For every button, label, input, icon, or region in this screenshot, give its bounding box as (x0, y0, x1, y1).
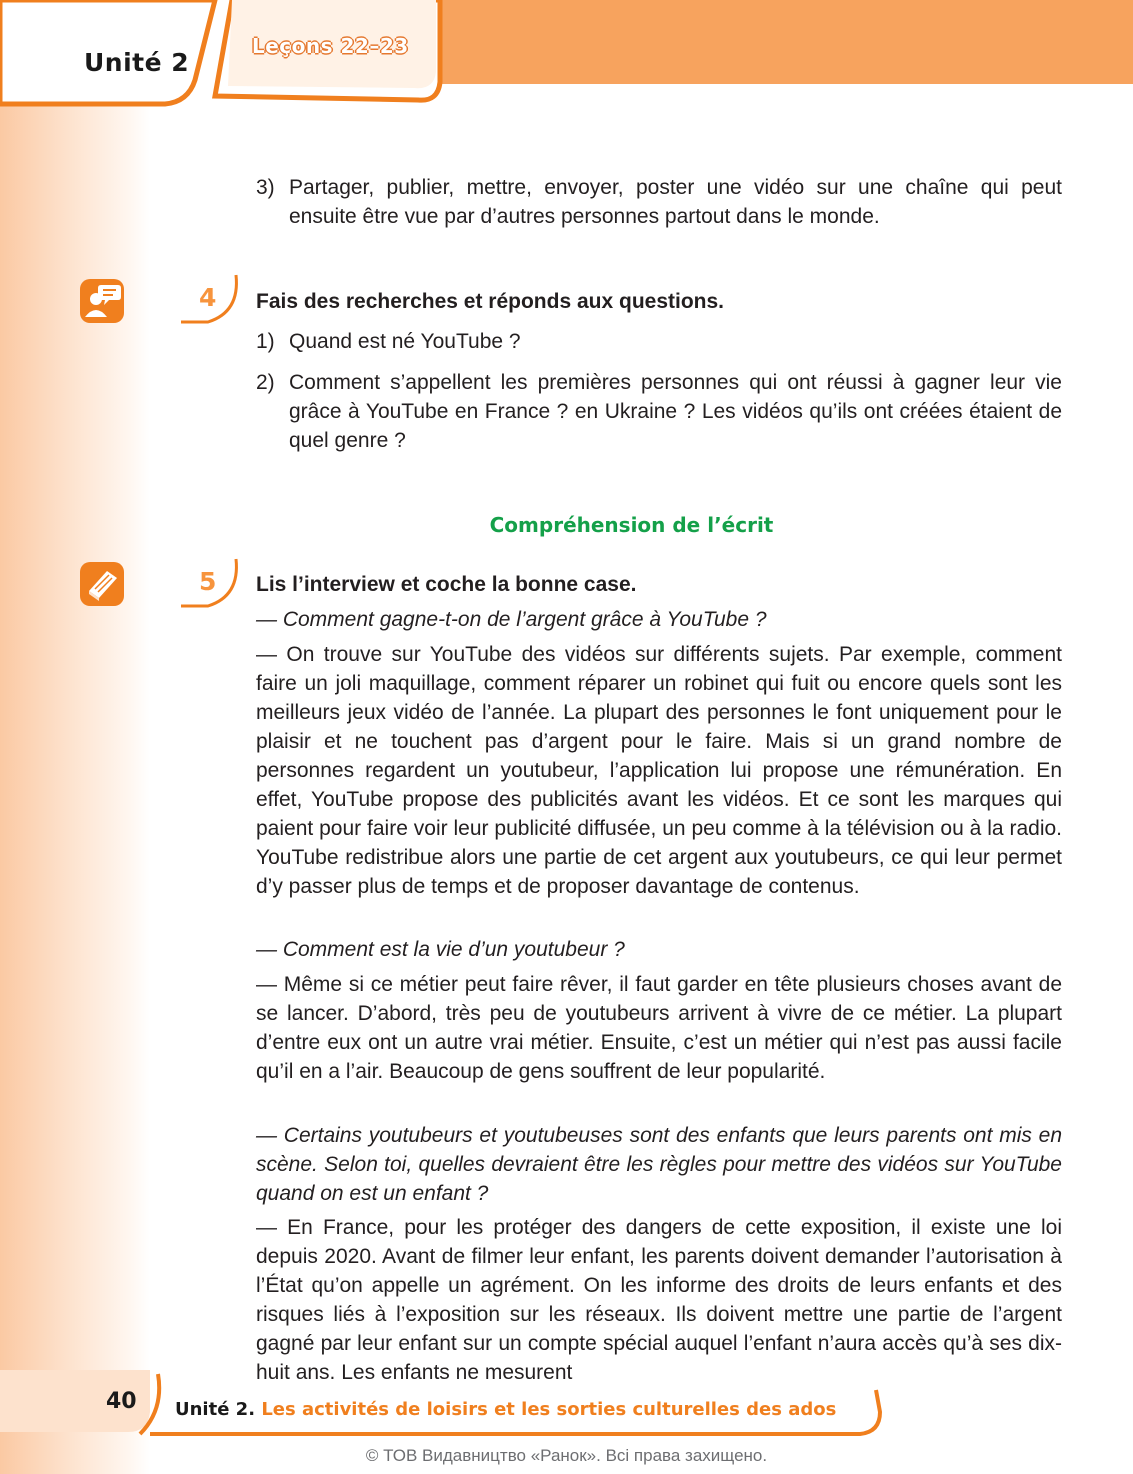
page-number: 40 (106, 1389, 137, 1414)
book-icon (79, 561, 125, 607)
section-title: Compréhension de l’écrit (489, 513, 774, 537)
left-gradient-band (0, 0, 150, 1474)
interview-question: — Comment est la vie d’un youtubeur ? (256, 938, 625, 961)
interview-question: — Certains youtubeurs et youtubeuses sont des enfants que leurs parents ont mis en scène. Selon toi, quelles devraient être les règles pour mettre des vidéos sur YouTube quand on est un enfant ? (256, 1124, 1062, 1205)
speech-person-icon (79, 278, 125, 324)
exercise-instruction: Fais des recherches et réponds aux questions. (256, 290, 724, 313)
exercise-number: 5 (199, 567, 217, 596)
unit-badge: Unité 2 (84, 48, 190, 77)
list-item: 2) Comment s’appellent les premières personnes qui ont réussi à gagner leur vie grâce à YouTube en France ? en Ukraine ? Les vidéos qu’ils ont créées étaient de quel genre ? (256, 371, 1062, 452)
list-item: 1) Quand est né YouTube ? (256, 330, 521, 353)
exercise-number: 4 (199, 283, 217, 312)
exercise-instruction: Lis l’interview et coche la bonne case. (256, 573, 637, 596)
footer-unit-title: Unité 2. Les activités de loisirs et les sorties culturelles des ados (175, 1399, 837, 1420)
top-orange-band (430, 0, 1133, 84)
list-item: 3) Partager, publier, mettre, envoyer, poster une vidéo sur une chaîne qui peut ensuite être vue par d’autres personnes partout dans le monde. (256, 176, 1062, 228)
interview-answer: — Même si ce métier peut faire rêver, il faut garder en tête plusieurs choses avant de se lancer. D’abord, très peu de youtubeurs arrivent à vivre de ce métier. La plupart d’entre eux ont un autre vrai métier. Ensuite, c’est un métier qui n’est pas aussi facile qu’il en a l’air. Beaucoup de gens souffrent de leur popularité. (256, 973, 1062, 1083)
lessons-badge: Leçons 22–23 (252, 34, 409, 58)
interview-answer: — On trouve sur YouTube des vidéos sur différents sujets. Par exemple, comment faire un joli maquillage, comment réparer un robinet qui fuit ou encore quels sont les meilleurs jeux vidéo de l’année. La plupart des personnes le font uniquement pour le plaisir et ne touchent pas d’argent pour le faire. Mais si un grand nombre de personnes regardent un youtubeur, l’application lui propose une rémunération. En effet, YouTube propose des publicités avant les vidéos. Et ce sont les marques qui paient pour faire voir leur publicité diffusée, un peu comme à la télévision ou à la radio. YouTube redistribue alors une partie de cet argent aux youtubeurs, ce qui leur permet d’y passer plus de temps et de proposer davantage de contenus. (256, 643, 1062, 898)
copyright-notice: © ТОВ Видавництво «Ранок». Всі права захищено. (365, 1446, 768, 1465)
interview-question: — Comment gagne-t-on de l’argent grâce à YouTube ? (256, 608, 767, 631)
interview-answer: — En France, pour les protéger des dangers de cette exposition, il existe une loi depuis 2020. Avant de filmer leur enfant, les parents doivent demander l’autorisation à l’État qu’on appelle un agrément. On les informe des droits de leurs enfants et des risques liés à l’exposition sur les réseaux. Ils doivent mettre une partie de l’argent gagné par leur enfant sur un compte spécial auquel l’enfant n’aura accès qu’à ses dix-huit ans. Les enfants ne mesurent (256, 1216, 1062, 1384)
